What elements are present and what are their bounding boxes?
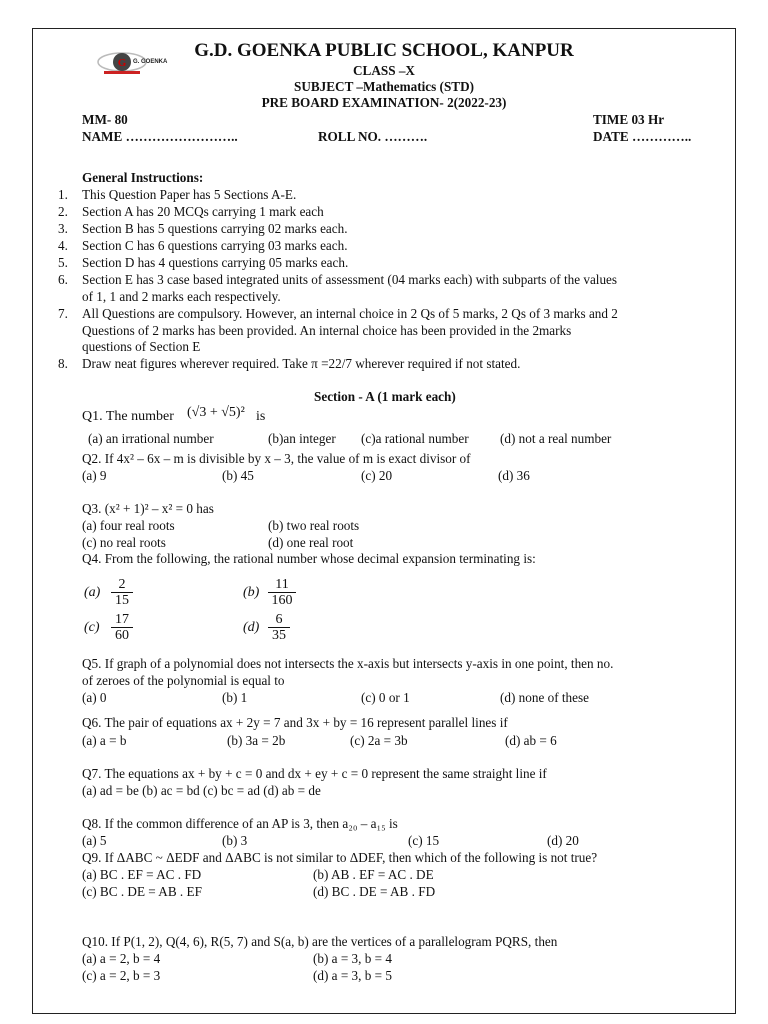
instruction-num: 2. (58, 204, 68, 219)
school-name: G.D. GOENKA PUBLIC SCHOOL, KANPUR (194, 40, 574, 61)
q7-text: Q7. The equations ax + by + c = 0 and dx + ey + c = 0 represent the same straight line if (82, 766, 547, 781)
q8-text: Q8. If the common difference of an AP is 3, then a₂₀ – a₁₅ is (82, 816, 398, 831)
q6-text: Q6. The pair of equations ax + 2y = 7 and 3x + by = 16 represent parallel lines if (82, 715, 508, 730)
class-line: CLASS –X (353, 63, 415, 78)
q1-option-b: (b)an integer (268, 431, 336, 446)
time-allowed: TIME 03 Hr (593, 112, 665, 127)
q3-option-b: (b) two real roots (268, 518, 360, 533)
instruction-num: 6. (58, 272, 68, 287)
q3-text: Q3. (x² + 1)² – x² = 0 has (82, 501, 214, 516)
q5-option-d: (d) none of these (500, 690, 589, 705)
q8-option-d: (d) 20 (547, 833, 579, 848)
q2-text: Q2. If 4x² – 6x – m is divisible by x – 3, the value of m is exact divisor of (82, 451, 471, 466)
logo-text: G. GOENKA (133, 59, 168, 65)
instruction-num: 1. (58, 187, 68, 202)
q5-text-cont: of zeroes of the polynomial is equal to (82, 673, 285, 688)
q10-option-d: (d) a = 3, b = 5 (313, 968, 392, 983)
q1-option-a: (a) an irrational number (88, 431, 214, 446)
exam-line: PRE BOARD EXAMINATION- 2(2022-23) (261, 95, 507, 110)
q3-option-d: (d) one real root (268, 535, 354, 550)
instruction-text-cont: questions of Section E (82, 339, 201, 354)
q6-option-a: (a) a = b (82, 733, 127, 748)
instruction-text: This Question Paper has 5 Sections A-E. (82, 187, 297, 202)
q6-option-b: (b) 3a = 2b (227, 733, 286, 748)
fraction-denominator: 60 (115, 628, 129, 643)
instruction-text-cont: of 1, 1 and 2 marks each respectively. (82, 289, 281, 304)
fraction-numerator: 6 (268, 612, 290, 628)
instruction-text: Draw neat figures wherever required. Take π =22/7 wherever required if not stated. (82, 356, 521, 371)
date-field: DATE ………….. (593, 129, 692, 144)
roll-field: ROLL NO. ………. (318, 129, 428, 144)
instruction-text: Section C has 6 questions carrying 03 marks each. (82, 238, 348, 253)
q4-option-a-label: (a) (84, 585, 101, 600)
instruction-text: Section A has 20 MCQs carrying 1 mark each (82, 204, 324, 219)
instruction-num: 5. (58, 255, 68, 270)
instruction-num: 3. (58, 221, 68, 236)
q1-option-d: (d) not a real number (500, 431, 612, 446)
q10-option-a: (a) a = 2, b = 4 (82, 951, 161, 966)
fraction-denominator: 160 (271, 593, 293, 608)
svg-text:G: G (117, 57, 127, 69)
q2-option-b: (b) 45 (222, 468, 254, 483)
q9-option-a: (a) BC . EF = AC . FD (82, 867, 202, 882)
name-field: NAME …………………….. (82, 129, 238, 144)
instructions-title: General Instructions: (82, 170, 204, 185)
q6-option-c: (c) 2a = 3b (350, 733, 408, 748)
q3-option-a: (a) four real roots (82, 518, 175, 533)
q4-option-a-fraction (111, 577, 133, 608)
q7-options: (a) ad = be (b) ac = bd (c) bc = ad (d) ab = de (82, 783, 321, 798)
q4-text: Q4. From the following, the rational number whose decimal expansion terminating is: (82, 551, 536, 566)
q9-text: Q9. If ΔABC ~ ΔEDF and ΔABC is not similar to ΔDEF, then which of the following is not true? (82, 850, 598, 865)
instruction-num: 4. (58, 238, 68, 253)
q10-text: Q10. If P(1, 2), Q(4, 6), R(5, 7) and S(a, b) are the vertices of a parallelogram PQRS, then (82, 934, 558, 949)
q1-text: Q1. The number (82, 409, 174, 424)
q9-option-d: (d) BC . DE = AB . FD (313, 884, 436, 899)
instruction-num: 8. (58, 356, 68, 371)
q3-option-c: (c) no real roots (82, 535, 166, 550)
q1-math: (√3 + √5)² (187, 405, 245, 420)
instruction-text: Section E has 3 case based integrated units of assessment (04 marks each) with subparts of the values (82, 272, 618, 287)
q9-option-c: (c) BC . DE = AB . EF (82, 884, 202, 899)
q8-option-c: (c) 15 (408, 833, 440, 848)
instruction-text-cont: Questions of 2 marks has been provided. An internal choice has been provided in the 2marks (82, 323, 572, 338)
q4-option-b-fraction (268, 577, 296, 608)
section-a-title: Section - A (1 mark each) (314, 389, 456, 404)
q2-option-d: (d) 36 (498, 468, 530, 483)
fraction-denominator: 35 (272, 628, 286, 643)
instruction-text: Section D has 4 questions carrying 05 marks each. (82, 255, 349, 270)
q1-option-c: (c)a rational number (361, 431, 469, 446)
q5-option-c: (c) 0 or 1 (361, 690, 410, 705)
fraction-numerator: 11 (268, 577, 296, 593)
q10-option-c: (c) a = 2, b = 3 (82, 968, 161, 983)
q8-option-b: (b) 3 (222, 833, 248, 848)
q2-option-a: (a) 9 (82, 468, 107, 483)
q4-option-d-label: (d) (243, 620, 260, 635)
q5-option-a: (a) 0 (82, 690, 107, 705)
q6-option-d: (d) ab = 6 (505, 733, 557, 748)
max-marks: MM- 80 (82, 112, 128, 127)
fraction-denominator: 15 (115, 593, 129, 608)
q1-is: is (256, 409, 266, 424)
q2-option-c: (c) 20 (361, 468, 393, 483)
q9-option-b: (b) AB . EF = AC . DE (313, 867, 434, 882)
q4-option-c-label: (c) (84, 620, 100, 635)
q4-option-d-fraction (268, 612, 290, 643)
q8-option-a: (a) 5 (82, 833, 107, 848)
fraction-numerator: 2 (111, 577, 133, 593)
q4-option-b-label: (b) (243, 585, 260, 600)
instruction-num: 7. (58, 306, 68, 321)
q4-option-c-fraction (111, 612, 133, 643)
instruction-text: Section B has 5 questions carrying 02 marks each. (82, 221, 348, 236)
q10-option-b: (b) a = 3, b = 4 (313, 951, 392, 966)
q5-text: Q5. If graph of a polynomial does not intersects the x-axis but intersects y-axis in one point, then no. (82, 656, 614, 671)
subject-line: SUBJECT –Mathematics (STD) (294, 79, 474, 94)
instruction-text: All Questions are compulsory. However, an internal choice in 2 Qs of 5 marks, 2 Qs of 3 marks and 2 (82, 306, 618, 321)
fraction-numerator: 17 (111, 612, 133, 628)
q5-option-b: (b) 1 (222, 690, 248, 705)
